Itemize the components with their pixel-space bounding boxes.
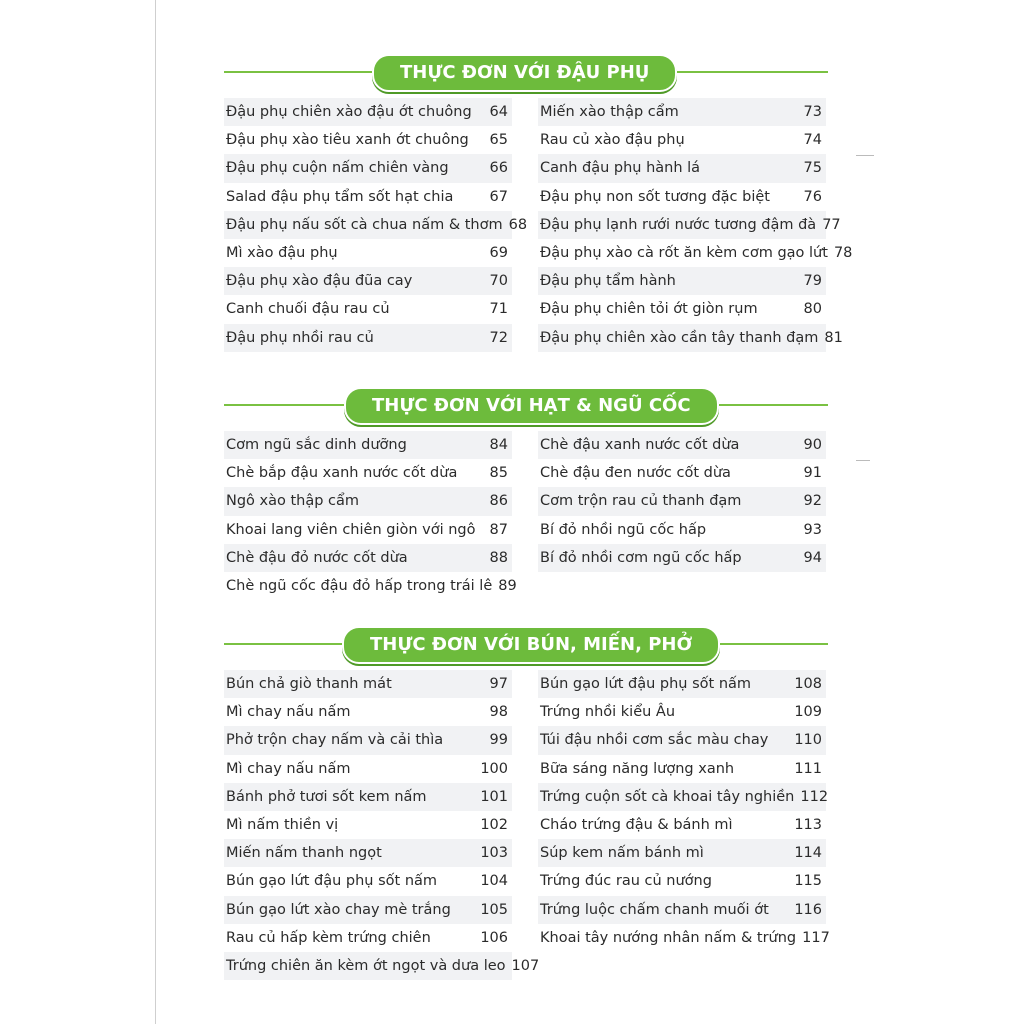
entry-title: Mì chay nấu nấm — [226, 760, 351, 777]
entry-page-number: 69 — [489, 244, 508, 261]
entry-page-number: 112 — [800, 788, 829, 805]
toc-entry — [538, 755, 826, 783]
entry-page-number: 81 — [824, 329, 843, 346]
toc-entry — [538, 670, 826, 698]
entry-title: Bí đỏ nhồi cơm ngũ cốc hấp — [540, 549, 742, 566]
toc-entry — [224, 431, 512, 459]
toc-entry — [538, 544, 826, 572]
entry-title: Chè bắp đậu xanh nước cốt dừa — [226, 465, 458, 482]
toc-entry — [224, 952, 540, 980]
section-title: THỰC ĐƠN VỚI BÚN, MIẾN, PHỞ — [342, 626, 720, 664]
toc-entry — [224, 98, 512, 126]
entry-title: Bánh phở tươi sốt kem nấm — [226, 788, 427, 805]
toc-entry — [224, 154, 512, 182]
section-tofu — [224, 54, 853, 346]
entry-title: Ngô xào thập cẩm — [226, 493, 360, 510]
toc-entry — [224, 516, 512, 544]
entry-title: Súp kem nấm bánh mì — [540, 845, 704, 862]
toc-entry — [224, 811, 512, 839]
toc-entry — [538, 459, 826, 487]
entry-title: Cơm trộn rau củ thanh đạm — [540, 493, 742, 510]
entry-title: Khoai lang viên chiên giòn với ngô — [226, 521, 476, 538]
entry-title: Bí đỏ nhồi ngũ cốc hấp — [540, 521, 707, 538]
entry-page-number: 105 — [480, 901, 508, 918]
entry-title: Mì nấm thiền vị — [226, 816, 339, 833]
toc-entry — [224, 839, 512, 867]
entry-page-number: 117 — [802, 929, 830, 946]
entry-page-number: 85 — [489, 465, 508, 482]
entry-page-number: 76 — [803, 188, 822, 205]
entry-title: Chè đậu đen nước cốt dừa — [540, 465, 731, 482]
entry-page-number: 71 — [489, 301, 508, 318]
toc-entry — [224, 896, 512, 924]
toc-entry — [224, 487, 512, 515]
entry-page-number: 75 — [803, 160, 822, 177]
toc-entry — [538, 324, 843, 352]
entry-title: Đậu phụ xào cà rốt ăn kèm cơm gạo lứt — [540, 244, 828, 261]
toc-entry — [224, 726, 512, 754]
toc-entry — [538, 183, 826, 211]
toc-entry — [538, 839, 826, 867]
entry-page-number: 70 — [489, 273, 508, 290]
entry-page-number: 107 — [511, 957, 540, 974]
toc-entry — [224, 126, 512, 154]
left-column — [224, 670, 540, 980]
entry-title: Mì xào đậu phụ — [226, 244, 338, 261]
toc-entry — [538, 126, 826, 154]
entry-title: Đậu phụ chiên tỏi ớt giòn rụm — [540, 301, 758, 318]
entry-page-number: 101 — [480, 788, 508, 805]
stray-mark — [856, 460, 870, 461]
entry-page-number: 100 — [480, 760, 508, 777]
entry-title: Cơm ngũ sắc dinh dưỡng — [226, 437, 407, 453]
entry-page-number: 72 — [489, 329, 508, 346]
right-column — [538, 670, 830, 952]
entry-page-number: 88 — [489, 549, 508, 566]
toc-entry — [224, 867, 512, 895]
toc-entry — [224, 239, 512, 267]
entry-title: Đậu phụ xào tiêu xanh ớt chuông — [226, 132, 469, 149]
toc-entry — [538, 239, 853, 267]
section-noodles — [224, 626, 830, 974]
entry-page-number: 87 — [489, 521, 508, 538]
entry-page-number: 79 — [803, 273, 822, 290]
entry-title: Miến nấm thanh ngọt — [226, 845, 382, 862]
toc-entry — [538, 211, 841, 239]
entry-page-number: 108 — [794, 676, 822, 692]
entry-title: Canh đậu phụ hành lá — [540, 160, 701, 177]
toc-entry — [538, 924, 830, 952]
right-column — [538, 431, 826, 572]
entry-page-number: 78 — [833, 244, 853, 261]
stray-mark — [856, 155, 874, 156]
toc-entry — [538, 154, 826, 182]
entry-title: Chè ngũ cốc đậu đỏ hấp trong trái lê — [226, 577, 493, 594]
toc-entry — [224, 211, 528, 239]
toc-entry — [538, 811, 826, 839]
entry-title: Rau củ xào đậu phụ — [540, 132, 685, 149]
entry-page-number: 113 — [794, 816, 822, 833]
toc-entry — [538, 516, 826, 544]
entry-page-number: 66 — [489, 160, 508, 177]
entry-page-number: 102 — [480, 816, 508, 833]
entry-title: Trứng chiên ăn kèm ớt ngọt và dưa leo — [226, 957, 506, 974]
entry-title: Bún chả giò thanh mát — [226, 676, 392, 692]
section-header — [224, 387, 828, 423]
entry-title: Salad đậu phụ tẩm sốt hạt chia — [226, 188, 454, 205]
toc-entry — [538, 98, 826, 126]
entry-page-number: 86 — [489, 493, 508, 510]
entry-page-number: 106 — [480, 929, 508, 946]
toc-entry — [224, 183, 512, 211]
entry-title: Bữa sáng năng lượng xanh — [540, 760, 735, 777]
section-grains — [224, 387, 828, 594]
entry-title: Túi đậu nhồi cơm sắc màu chay — [540, 732, 769, 749]
entry-title: Đậu phụ xào đậu đũa cay — [226, 273, 413, 290]
left-column — [224, 431, 517, 600]
entry-page-number: 89 — [498, 577, 517, 594]
entry-title: Chè đậu đỏ nước cốt dừa — [226, 549, 408, 566]
entry-page-number: 73 — [803, 104, 822, 120]
toc-entry — [224, 572, 517, 600]
section-title: THỰC ĐƠN VỚI ĐẬU PHỤ — [372, 54, 677, 92]
entry-title: Miến xào thập cẩm — [540, 104, 679, 120]
left-column — [224, 98, 528, 352]
toc-entry — [538, 487, 826, 515]
entry-page-number: 104 — [480, 873, 508, 890]
table-of-contents-page — [156, 0, 1024, 1024]
entry-page-number: 93 — [803, 521, 822, 538]
toc-entry — [538, 431, 826, 459]
entry-page-number: 111 — [794, 760, 822, 777]
toc-entry — [224, 295, 512, 323]
entry-title: Khoai tây nướng nhân nấm & trứng — [540, 929, 797, 946]
entry-page-number: 91 — [803, 465, 822, 482]
entry-title: Đậu phụ lạnh rưới nước tương đậm đà — [540, 216, 817, 233]
entry-page-number: 94 — [803, 549, 822, 566]
toc-entry — [224, 670, 512, 698]
entry-title: Trứng luộc chấm chanh muối ớt — [540, 901, 769, 918]
entry-page-number: 67 — [489, 188, 508, 205]
entry-title: Mì chay nấu nấm — [226, 704, 351, 721]
toc-entry — [538, 867, 826, 895]
right-column — [538, 98, 853, 352]
entry-title: Phở trộn chay nấm và cải thìa — [226, 732, 444, 749]
entry-title: Đậu phụ chiên xào cần tây thanh đạm — [540, 329, 819, 346]
entry-page-number: 98 — [489, 704, 508, 721]
entry-title: Đậu phụ non sốt tương đặc biệt — [540, 188, 770, 205]
entry-title: Bún gạo lứt xào chay mè trắng — [226, 901, 451, 918]
entry-page-number: 99 — [489, 732, 508, 749]
entry-title: Bún gạo lứt đậu phụ sốt nấm — [540, 676, 752, 692]
entry-title: Chè đậu xanh nước cốt dừa — [540, 437, 740, 453]
entry-page-number: 92 — [803, 493, 822, 510]
section-title: THỰC ĐƠN VỚI HẠT & NGŨ CỐC — [344, 387, 719, 425]
entry-title: Bún gạo lứt đậu phụ sốt nấm — [226, 873, 438, 890]
section-header — [224, 626, 828, 662]
entry-page-number: 115 — [794, 873, 822, 890]
entry-title: Canh chuối đậu rau củ — [226, 301, 390, 318]
entry-title: Trứng cuộn sốt cà khoai tây nghiền — [540, 788, 795, 805]
entry-title: Đậu phụ chiên xào đậu ớt chuông — [226, 104, 472, 120]
toc-entry — [538, 896, 826, 924]
entry-page-number: 84 — [489, 437, 508, 453]
entry-page-number: 64 — [489, 104, 508, 120]
book-spine-margin — [0, 0, 156, 1024]
entry-title: Rau củ hấp kèm trứng chiên — [226, 929, 431, 946]
toc-entry — [224, 544, 512, 572]
toc-entry — [224, 924, 512, 952]
entry-page-number: 90 — [803, 437, 822, 453]
toc-entry — [224, 698, 512, 726]
toc-entry — [538, 295, 826, 323]
toc-entry — [224, 324, 512, 352]
toc-entry — [224, 267, 512, 295]
entry-page-number: 80 — [803, 301, 822, 318]
entry-title: Cháo trứng đậu & bánh mì — [540, 816, 733, 833]
entry-title: Trứng nhồi kiểu Âu — [540, 704, 676, 721]
toc-entry — [538, 267, 826, 295]
toc-entry — [224, 755, 512, 783]
entry-title: Đậu phụ nấu sốt cà chua nấm & thơm — [226, 216, 503, 233]
entry-page-number: 74 — [803, 132, 822, 149]
entry-page-number: 110 — [794, 732, 822, 749]
entry-page-number: 68 — [508, 216, 528, 233]
toc-entry — [224, 459, 512, 487]
entry-page-number: 77 — [822, 216, 841, 233]
toc-entry — [224, 783, 512, 811]
entry-page-number: 116 — [794, 901, 822, 918]
toc-entry — [538, 783, 829, 811]
section-header — [224, 54, 828, 90]
entry-page-number: 65 — [489, 132, 508, 149]
toc-entry — [538, 726, 826, 754]
entry-page-number: 103 — [480, 845, 508, 862]
entry-page-number: 109 — [794, 704, 822, 721]
entry-title: Đậu phụ cuộn nấm chiên vàng — [226, 160, 449, 177]
entry-title: Đậu phụ nhồi rau củ — [226, 329, 374, 346]
entry-title: Trứng đúc rau củ nướng — [540, 873, 712, 890]
entry-page-number: 97 — [489, 676, 508, 692]
toc-entry — [538, 698, 826, 726]
entry-title: Đậu phụ tẩm hành — [540, 273, 676, 290]
entry-page-number: 114 — [794, 845, 822, 862]
